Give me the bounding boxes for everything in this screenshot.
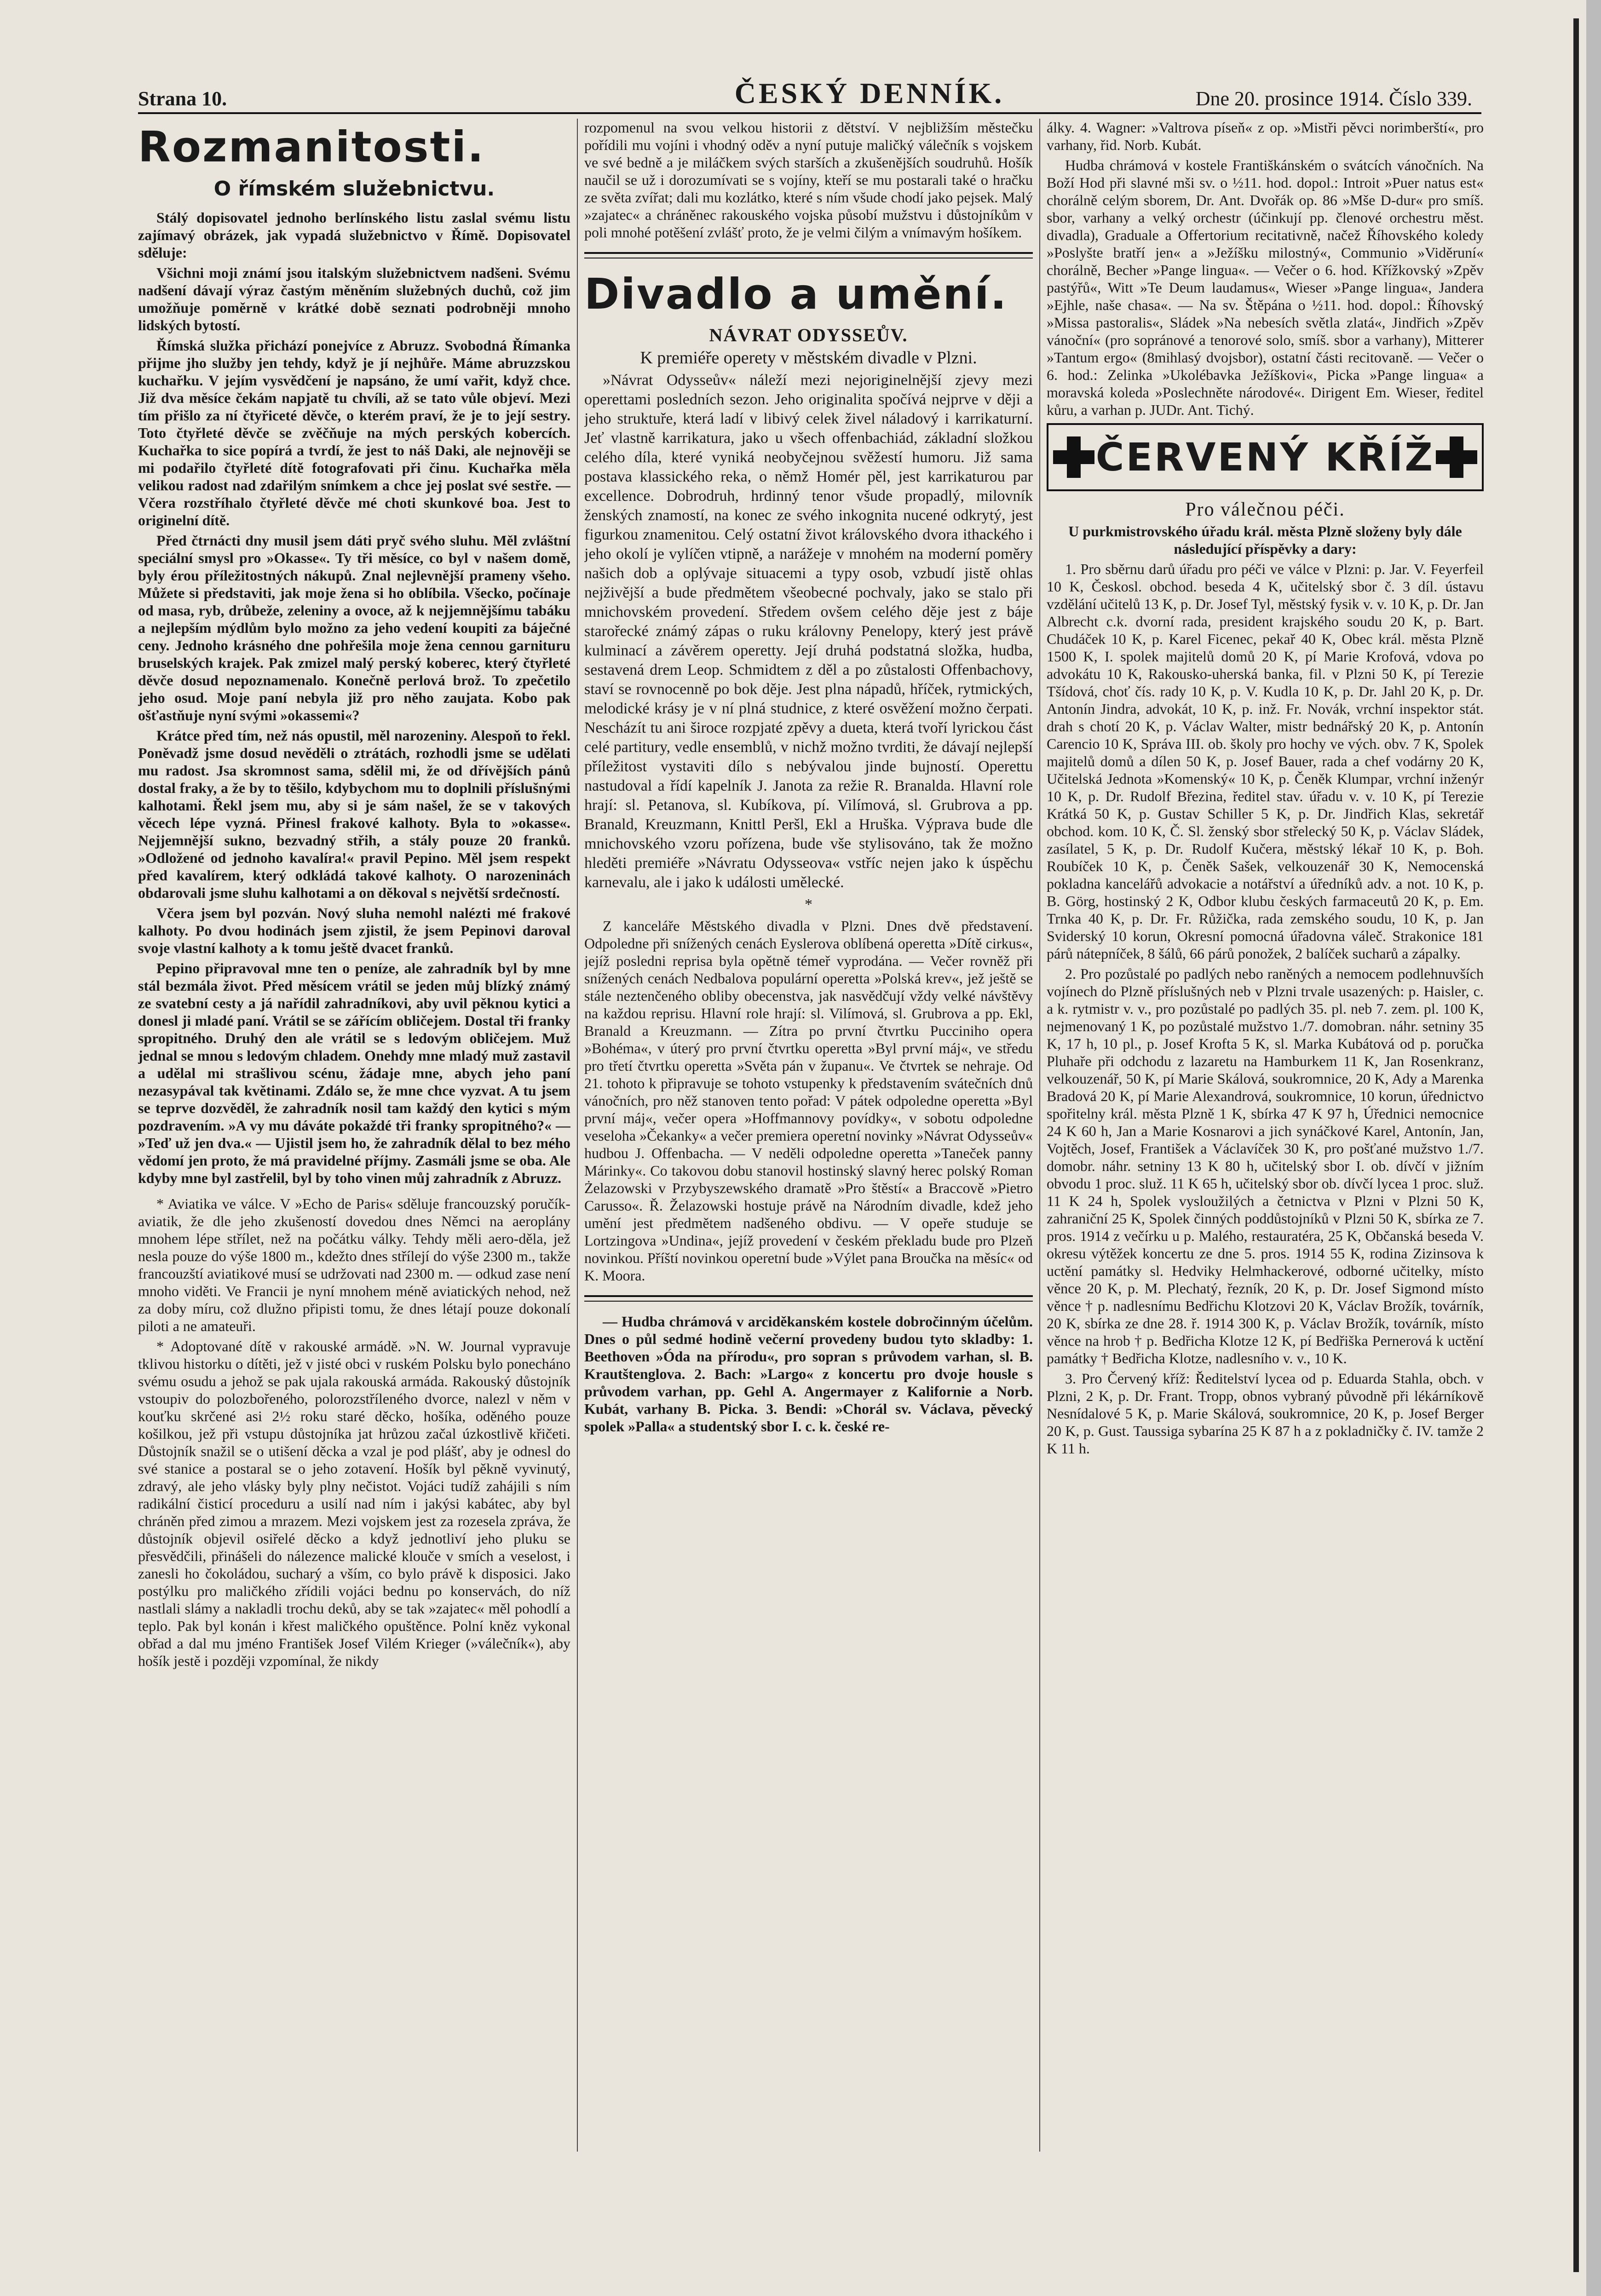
page-number: Strana 10. [138, 87, 227, 110]
column-separator [577, 119, 578, 2152]
article-paragraph: »Návrat Odysseův« náleží mezi nejoriginelnější zjevy mezi operettami posledních sezon. Jeho originalita spočívá nejprve v ději a jeho struktuře, která ladí v libivý celek živel náladový i karrikaturní. Jeť vlastně karrikatura, jako u všech offenbachiád, základní složkou celého díla, které vyniká neobyčejnou svěžestí humoru. Již sama postava klassického reka, o němž Homér pěl, jest karrikaturou par excellence. Dobrodruh, hrdinný tenor všude propadlý, milovník ženských znamostí, na konec ze svého inkognita nucené odkrytý, jest figurkou znamenitou. Celý ostatní život královského dvora ithackého i jeho okolí je vylíčen vtipně, a narážeje v mnohém na moderní poměry našich dob a oplývaje situacemi a typy osob, vzbudí jistě ohlas nejživější a bude předmětem všeobecné pochvaly, jako se stalo při mnichovském provedení. Středem ovšem celého děje jest z báje starořecké známý zápas o ruku královny Penelopy, který jest právě kulminací a závěrem operetty. Její druhá podstatná složka, hudba, sestavená drem Leop. Schmidtem z děl a po zůstalosti Offenbachovy, staví se rovnocenně po bok děje. Jest plna nápadů, hříček, rytmických, melodické krásy je v ní plná studnice, z které osvěžení možno čerpati. Nescházít tu ani široce rozpjaté zpěvy a dueta, která tvoří lyrickou část celé partitury, vedle ensemblů, v nichž možno tvrditi, že dávají nejlepší příležitost vystaviti dílo s nebývalou jinde bujností. Operettu nastudoval a řídí kapelník J. Janota za režie R. Branalda. Hlavní role hrají: sl. Petanova, sl. Kubíkova, pí. Vilímová, sl. Grubrova a pp. Branald, Kreuzmann, Knittl Peršl, Ekl a Hruška. Výprava bude dle mnichovského vzoru pořízena, bude vše stylisováno, tak že možno hleděti premiéře »Návratu Odysseova« vstříc nejen jako k úspěchu karnevalu, ale i jako k události umělecké. [584, 372, 1033, 891]
separator-star: * [805, 896, 812, 913]
article-paragraph: Všichni moji známí jsou italským služebnictvem nadšeni. Svému nadšení dávají výraz častým měněním služebných duchů, což jim umožňuje poměrně v krátké době seznati podrobněji mnoho lidských bytostí. [138, 264, 570, 333]
article-adoptovane-dite: * Adoptované dítě v rakouské armádě. »N. W. Journal vypravuje tklivou historku o dítěti, jež v jisté obci v ruském Polsku bylo ponecháno svému osudu a jehož se pak ujala rakouská armáda. Rakouský důstojník vstoupiv do polozbořeného, polorozstříleného dvorce, nalezl v něm v kouťku skrčené asi 2½ roku staré děcko, hošíka, oděného pouze košilkou, jež při vstupu důstojníka jat hrůzou začal úzkostlivě křičeti. Důstojník snažil se o utišení děcka a vzal je pod plášť, aby je odnesl do své stanice a postaral se o jeho zotavení. Hošík byl pěkně vyvinutý, zdravý, ale jeho vlásky byly plny nečistot. Vojáci tudíž zahájili s ním radikální čisticí proceduru a usilí nad ním i jakýsi kabátec, aby byl chráněn před zimou a mrazem. Mezi vojskem jest za rozesela zpráva, že důstojník objevil osiřelé děcko a když jednotliví jeho pluku se přesvědčili, přinášeli do nálezence malické klouče v smích a veselost, i zanesli ho čokoládou, sucharý a vším, co bylo právě k disposici. Jako postýlku pro maličkého zřídili vojáci bednu po konservách, do níž nastlali slámy a nakladli trochu deků, aby se tak »zajatec« měl pohodlí a teplo. Pak byl konán i křest maličkého opuštěnce. Polní kněz vykonal obřad a dal mu jméno František Josef Vilém Krieger (»válečník«), aby hošík jestě i později vzpomínal, že nikdy [138, 1338, 570, 1669]
article-paragraph: Stálý dopisovatel jednoho berlínského listu zaslal svému listu zajímavý obrázek, jak vypadá služebnictvo v Římě. Dopisovatel sděluje: [138, 209, 570, 261]
section-divider [584, 252, 1033, 258]
article-subtitle: K premiéře operety v městském divadle v Plzni. [640, 348, 977, 367]
article-paragraph: 2. Pro pozůstalé po padlých nebo raněných a nemocem podlehnuvších vojínech do Plzně příslušných neb v Plzni trvale usazených: p. Haisler, c. a k. rytmistr v. v., pro pozůstalé po padlých 35. pl. neb 7. zem. pl. 100 K, nejmenovaný 1 K, po pozůstalé mužstvo 1./7. domobran. náhr. setniny 35 K, 17 h, 10 pl., p. Josef Krofta 5 K, sl. Marka Kubátová od p. poručka Pluhaře při odchodu z lazaretu na Hamburkem 11 K, Jan Rosenkranz, velkouzenář, 50 K, pí Marie Skálová, soukromnice, 20 K, Ady a Marenka Bradová 20 K, pí Marie Alexandrová, soukromnice, 10 korun, úřednictvo spořitelny král. města Plzně 1 K, sbírka 47 K 97 h, Úřednici nemocnice 24 K 60 h, Jan a Marie Kosnarovi a jich synáčkové Karel, Antonín, Jan, Vojtěch, Josef, František a Václavíček 30 K, pro pošťané mužstvo 1./7. domobr. náhr. setniny 13 K 80 h, učitelský sbor I. ob. dívčí v jižním obvodu 1 proc. služ. 11 K 65 h, učitelský sbor ob. dívčí lycea 1 proc. služ. 11 K 24 h, Spolek vysloužilých a četnictva v Plzni v Plzni 50 K, zahraniční 25 K, Spolek činných poddůstojníků v Plzni 50 K, sbírka ze 7. pros. 1914 z večírku u p. Malého, restauratéra, 25 K, Občanská beseda V. okresu výtěžek koncertu ze dne 5. pros. 1914 55 K, rodina Zizinsova k uctění památky sl. Hedviky Helmhackerové, odborné učitelky, místo věnce 20 K, p. M. Plechatý, řezník, 20 K, p. Dr. Josef Sigmond místo věnce † p. nadlesnímu Bedřichu Klotzovi 20 K, Václav Brožík, továrník, 20 K, sbírka ze dne 28. ř. 1914 300 K, p. Václav Brožík, továrník, místo věnce na hrob † p. Bedřicha Klotze 12 K, pí Bedřiška Pernerová k uctění památky † Bedřicha Klotze, nadlesního v. v., 10 K. [1047, 965, 1484, 1366]
article-aviatika: * Aviatika ve válce. V »Echo de Paris« sděluje francouzský poručík-aviatik, že dle jeho zkušeností dovedou dnes Němci na aeroplány mnohem lépe střílet, než na počátku války. Tehdy měli aero-děla, jež nesla pouze do výše 1800 m., kdežto dnes střílejí do výše 2300 m., takže francouzští aviatikové musí se udržovati nad 2300 m. — odkud zase není mnoho viděti. Ve Francii je nyní mnohem méně aviatických nehod, než za doby míru, což dlužno připisti tomu, že dnes létají pouze dokonalí piloti a ne amateuři. [138, 1195, 570, 1334]
section-title-divadlo: Divadlo a umění. [584, 270, 1008, 319]
banner-text: ČERVENÝ KŘÍŽ [1095, 435, 1435, 480]
article-paragraph: Včera jsem byl pozván. Nový sluha nemohl nalézti mé frakové kalhoty. Po dvou hodinách jsem zjistil, že jsem Pepinovi daroval svoje vlastní kalhoty a k tomu ještě dvacet franků. [138, 905, 570, 956]
header-rule [138, 112, 1481, 114]
article-continuation: álky. 4. Wagner: »Valtrova píseň« z op. »Mistři pěvci norimberští«, pro varhany, řid. Norb. Kubát. [1047, 119, 1484, 153]
article-paragraph: 1. Pro sběrnu darů úřadu pro péči ve válce v Plzni: p. Jar. V. Feyerfeil 10 K, Českosl. obchod. beseda 4 K, učitelský sbor č. 3 díl. ústavu vzdělání učitelů 13 K, p. Dr. Josef Tyl, městský fysik v. v. 10 K, p. Dr. Jan Albrecht c.k. dvorní rada, president krajského soudu 20 K, p. Bart. Chudáček 10 K, p. Karel Ficenec, pekař 40 K, Obec král. města Plzně 1500 K, I. spolek majitelů domů 20 K, pí Marie Krofová, vdova po advokátu 10 K, Rakousko-uherská banka, fil. v Plzni 50 K, pí Terezie Tšídová, choť čís. rady 10 K, p. V. Kudla 10 K, p. Dr. Jahl 20 K, p. Dr. Antonín Jindra, advokát, 10 K, p. inž. Fr. Novák, vrchní inspektor stát. drah s chotí 20 K, p. Václav Walter, mistr bednářský 20 K, p. Antonín Carencio 10 K, Správa III. ob. školy pro hochy ve vých. obv. 7 K, Spolek majitelů domů a dílen 50 K, p. Josef Bauer, rada a chef vodárny 20 K, Učitelská Jednota »Komenský« 10 K, p. Čeněk Klumpar, vrchní inženýr 10 K, p. Dr. Rudolf Březina, ředitel stav. úřadu v. v. 10 K, pí Terezie Krátká 50 K, p. Gustav Schiller 5 K, p. Dr. Jindřich Klas, sekretář obchod. kom. 10 K, Č. Sl. ženský sbor střelecký 50 K, p. Václav Sládek, zasílatel, 5 K, p. Dr. Rudolf Kučera, městský lékař 10 K, p. Boh. Roubíček 10 K, p. Čeněk Sašek, velkouzenář 30 K, Nemocenská pokladna kancelářů advokacie a notářství a úředníků adv. a not. 10 K, p. B. Görg, hostinský 2 K, Odbor klubu českých farmaceutů 20 K, p. Em. Trnka 40 K, p. Dr. Fr. Růžička, rada zemského soudu, 10 K, p. Jan Sviderský 10 korun, Okresní pomocná úřadovna váleč. Strakonice 181 párů nátepníček, 8 šálů, 66 párů ponožek, 2 balíček sucharů a zápalky. [1047, 561, 1484, 962]
scan-margin [1586, 0, 1601, 2296]
article-paragraph: Před čtrnácti dny musil jsem dáti pryč svého sluhu. Měl zvláštní speciální smysl pro »Okasse«. Ty tři měsíce, co byl v našem domě, byly érou příležitostných nákupů. Znal nejlevnější prameny všeho. Můžete si představiti, jak moje žena si ho oblíbila. Všecko, počínaje od masa, ryb, drůbeže, zeleniny a ovoce, až k nejjemnějšímu tabáku a nejlepším mýdlům bylo možno za jeho vedení koupiti za báječné ceny. Jednoho krásného dne pohřešila moje žena cennou garnituru bruselských krajek. Pak zmizel malý perský koberec, který čtyřleté děvče dosud nepoznamenalo. Konečně perlová brož. To zpečetilo jeho osud. Moje paní nebyla již pro něho zaujata. Kobo pak ošťastňuje nyní svými »okassemi«? [138, 532, 570, 723]
scan-edge [1573, 18, 1579, 2272]
article-hudba-chramova: — Hudba chrámová v arciděkanském kostele dobročinným účelům. Dnes o půl sedmé hodině večerní provedeny budou tyto skladby: 1. Beethoven »Óda na přírodu«, pro sopran s průvodem varhan, sl. B. Krautštenglova. 2. Bach: »Largo« z koncertu pro dvoje housle s průvodem varhan, pp. Gehl A. Angermayer z Kalifornie a Norb. Kubát, varhany B. Picka. 3. Bendi: »Chorál sv. Václava, pěvecký spolek »Palla« a studentský sbor I. c. k. české re- [584, 1313, 1033, 1435]
page-header [138, 78, 1472, 110]
column-2 [584, 119, 1033, 2142]
cross-icon [1436, 436, 1477, 478]
article-title: Pro válečnou péči. [1185, 499, 1345, 520]
article-title: O římském služebnictvu. [213, 177, 495, 201]
masthead: ČESKÝ DENNÍK. [734, 77, 1005, 109]
article-hudba-frantiskani: Hudba chrámová v kostele Františkánském o svátcích vánočních. Na Boží Hod při slavné mši sv. o ½11. hod. dopol.: Introit »Puer natus est« chorálně celým sborem, Dr. Ant. Dvořák op. 86 »Mše D-dur« pro smíš. sbor, varhany a velký orchestr (účinkují pp. členové orchestru měst. divadla), Graduale a Offertorium recitativně, načež Říhovského koledy »Poslyšte bratří jen« a »Ježíšku milostný«, Communio »Viděruní« chorálně, Becher »Pange lingua«. — Večer o 6. hod. Křížkovský »Zpěv pastýřů«, Witt »Te Deum laudamus«, Wieser »Pange lingua«, Jandera »Ejhle, naše chasa«. — Na sv. Štěpána o ½11. hod. dopol.: Říhovský »Missa pastoralis«, Sládek »Na nebesích světla zlatá«, Jindřich »Zpěv vánoční« (pro sopránové a tenorové solo, smíš. sbor a varhany), Mitterer »Tantum ergo« (8mihlasý dvojsbor), ostatní části recitovaně. — Večer o 6. hod.: Zelinka »Ukolébavka Ježíškovi«, Picka »Pange lingua« a moravská koleda »Poslechněte národové«. Dirigent Em. Wieser, ředitel kůru, a varhan p. JUDr. Ant. Tichý. [1047, 157, 1484, 418]
section-divider [584, 1295, 1033, 1302]
article-title: NÁVRAT ODYSSEŮV. [709, 325, 908, 345]
article-continuation: rozpomenul na svou velkou historii z dětství. V nejbližším městečku pořídili mu vojíni i vhodný oděv a nyní putuje maličký válečník s vojskem ve své bedně a je miláčkem svých starších a zkušenějších soudruhů. Hošík naučil se už i dorozumívati se s vojíny, kteří se mu postarali také o hračku ze světa zvířat; dali mu kozlátko, které s ním všude chodí jako pejsek. Malý »zajatec« a chráněnec rakouského vojska působí mužstvu i důstojníkům v poli mnohé potěšení zvlášť proto, že je velmi čilým a vnímavým hošíkem. [584, 119, 1033, 241]
article-intro: U purkmistrovského úřadu král. města Plzně složeny byly dále následující příspěvky a dary: [1068, 523, 1462, 557]
article-kancelar: Z kanceláře Městského divadla v Plzni. Dnes dvě představení. Odpoledne při snížených cenách Eyslerova oblíbená operetta »Dítě cirkus«, jejíž posledni reprisa byla opětně témeř vyprodána. — Večer rovněž při snížených cenách Nedbalova populární operetta »Polská krev«, jež ještě se stále neztenčeného obliby obecenstva, jak nasvědčují vždy velké návštěvy na každou reprisu. Hlavní role hrají: sl. Vilímová, sl. Grubrova a pp. Ekl, Branald a Kreuzmann. — Zítra po první čtvrtku Pucciniho opera »Bohéma«, v úterý pro první čtvrtku operetta »Byl první máj«, ve středu pro třetí čtvrtku operetta »Světa pán v županu«. Ve čtvrtek se nehraje. Od 21. tohoto k připravuje se tohoto vstupenky k představením svátečních dnů vánočních, pro něž stanoven tento pořad: V pátek odpoledne operetta »Byl první máj«, večer opera »Hoffmannovy povídky«, v sobotu odpoledne veseloha »Čekanky« a večer premiera operetní novinky »Návrat Odysseův« hudbou J. Offenbacha. — V neděli odpoledne operetta »Taneček panny Márinky«. Co takovou dobu stanovil hostinský slavný herec polský Roman Żelazowski v Przybyszewského dramatě »Pro štěstí« a Braccově »Pietro Carusso«. Ř. Želazowski hostuje právě na Národním divadle, kdež jeho umění jest předmětem nadšeného obdivu. — V opeře studuje se Lortzingova »Undina«, jejíž provedení v českém překladu bude pro Plzeň novinkou. Příští novinkou operetní bude »Výlet pana Broučka na měsíc« od K. Moora. [584, 918, 1033, 1284]
article-paragraph: Krátce před tím, než nás opustil, měl narozeniny. Alespoň to řekl. Poněvadž jsme dosud nevěděli o ztrátách, rozhodli jsme se udělati mu radost. Jsa skromnost sama, sdělil mi, že od dřívějších pánů dostal fraky, a že by to těšilo, kdybychom mu to doplnili příslušnými kalhotami. Řekl jsem mu, aby si je sám našel, že se v takových věcech lépe vyzná. Přinesl frakové kalhoty. Byla to »okasse«. Nejjemnější sukno, bezvadný střih, a stály pouze 20 franků. »Odložené od jednoho kavalíra!« pravil Pepino. Měl jsem respekt před kavalírem, který odkládá takové kalhoty. O narozeninách obdarovali jsme sluhu kalhotami a on děkoval s největší srdečností. [138, 727, 570, 901]
date-issue: Dne 20. prosince 1914. Číslo 339. [1195, 87, 1472, 110]
section-title-rozmanitosti: Rozmanitosti. [138, 122, 485, 172]
article-paragraph: Římská služka přichází ponejvíce z Abruzz. Svobodná Římanka přijme jho služby jen tehdy, když je jí nejhůře. Máme abruzzskou kuchařku. V jejím vysvědčení je napsáno, že umí vařit, když chce. Již dva měsíce čekám napjatě tu chvíli, až se tato vůle objeví. Mezi tím přišlo za ní čtyřiceté děvče, o kterém praví, že je to její sestry. Toto čtyřleté děvče se zvěčňuje na mých perských kobercích. Kuchařka to sice popírá a tvrdí, že jest to náš Daki, ale nejnověji se mi podařilo čtyřleté dítě fotografovati při činu. Kuchařka měla velikou radost nad zdařilým snímkem a chce jej poslat své sestře. — Včera rozstříhalo čtyřleté děvče mé choti skunkové boa. Jest to originelní dítě. [138, 337, 570, 528]
article-paragraph: Pepino připravoval mne ten o peníze, ale zahradník byl by mne stál bezmála život. Před měsícem vrátil se jeden můj blízký známý ze svatební cesty a já nařídil zahradníkovi, aby uvil pěknou kytici a donesl ji mladé paní. Vrátil se se zářícím obličejem. Dostal tři franky spropitného. Druhý den ale vrátil se s ledovým obličejem. Muž jednal se mnou s ledovým chladem. Onehdy mne mladý muž zastavil a udělal mi strašlivou scénu, žádaje mne, abych jeho paní nezasypával tak květinami. Zdálo se, že mne chce vyzvat. A tu jsem se teprve dozvěděl, že zahradník nosil tam každý den kytici s mým pozdravením. »A vy mu dáváte pokaždé tři franky spropitného?« — »Teď už jen dva.« — Ujistil jsem ho, že zahradník dělal to bez mého vědomí jen proto, že má pravidelné příjmy. Zasmáli jsme se oba. Ale kdyby mne byl zastřelil, byl by toho vinen můj zahradník z Abruzz. [138, 960, 570, 1186]
column-1 [138, 119, 570, 2096]
cross-icon [1053, 436, 1094, 478]
column-separator [1039, 119, 1040, 2152]
column-3 [1047, 119, 1484, 2142]
cerveny-kriz-banner [1047, 423, 1484, 491]
article-paragraph: 3. Pro Červený kříž: Ředitelství lycea od p. Eduarda Stahla, obch. v Plzni, 2 K, p. Dr. Frant. Tropp, obnos vybraný původně při lékárníkově Nesnídalové 5 K, p. Marie Skálová, soukromnice, 20 K, p. Josef Berger 20 K, p. Gust. Taussiga sybarína 25 K 87 h a z pokladničky č. IV. tamže 2 K 11 h. [1047, 1370, 1484, 1457]
